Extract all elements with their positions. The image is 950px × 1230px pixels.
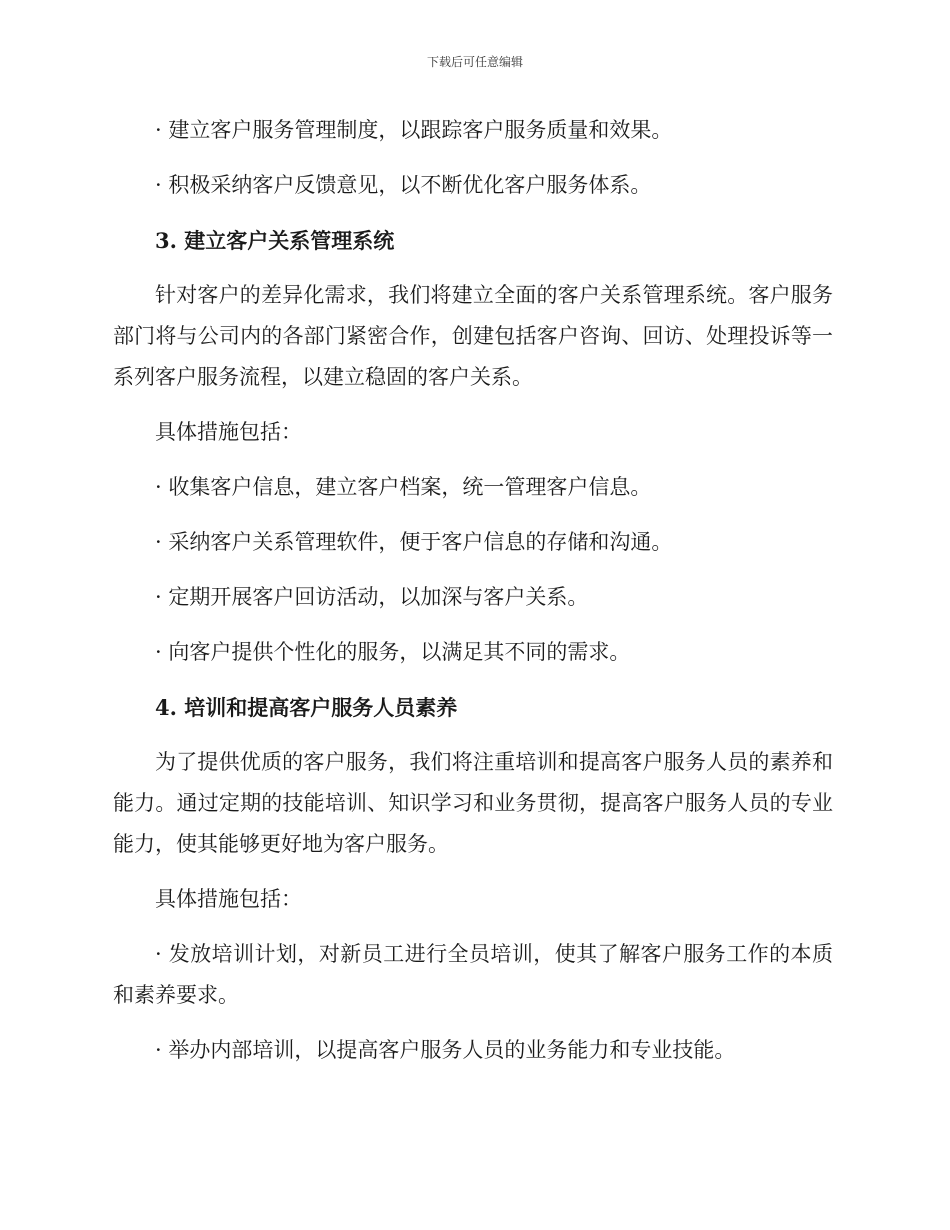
measures-label: 具体措施包括： <box>155 420 302 444</box>
bullet-item: · 收集客户信息，建立客户档案，统一管理客户信息。 <box>155 475 652 499</box>
bullet-item: · 发放培训计划，对新员工进行全员培训，使其了解客户服务工作的本质和素养要求。 <box>113 942 833 1007</box>
paragraph: 为了提供优质的客户服务，我们将注重培训和提高客户服务人员的素养和能力。通过定期的技能培训、知识学习和业务贯彻，提高客户服务人员的专业能力，使其能够更好地为客户服务。 <box>113 750 833 856</box>
section-heading-4: 4. 培训和提高客户服务人员素养 <box>155 695 458 720</box>
document-body <box>113 110 833 1085</box>
bullet-item: · 采纳客户关系管理软件，便于客户信息的存储和沟通。 <box>155 530 673 554</box>
bullet-item: · 定期开展客户回访活动，以加深与客户关系。 <box>155 585 589 609</box>
bullet-item: · 举办内部培训，以提高客户服务人员的业务能力和专业技能。 <box>155 1038 736 1062</box>
section-heading-3: 3. 建立客户关系管理系统 <box>155 228 395 253</box>
bullet-item: · 建立客户服务管理制度，以跟踪客户服务质量和效果。 <box>155 118 673 142</box>
page-header-note: 下载后可任意编辑 <box>426 55 523 69</box>
measures-label: 具体措施包括： <box>155 887 302 911</box>
bullet-item: · 向客户提供个性化的服务，以满足其不同的需求。 <box>155 640 631 664</box>
paragraph: 针对客户的差异化需求，我们将建立全面的客户关系管理系统。客户服务部门将与公司内的各部门紧密合作，创建包括客户咨询、回访、处理投诉等一系列客户服务流程，以建立稳固的客户关系。 <box>113 283 833 389</box>
bullet-item: · 积极采纳客户反馈意见，以不断优化客户服务体系。 <box>155 173 652 197</box>
